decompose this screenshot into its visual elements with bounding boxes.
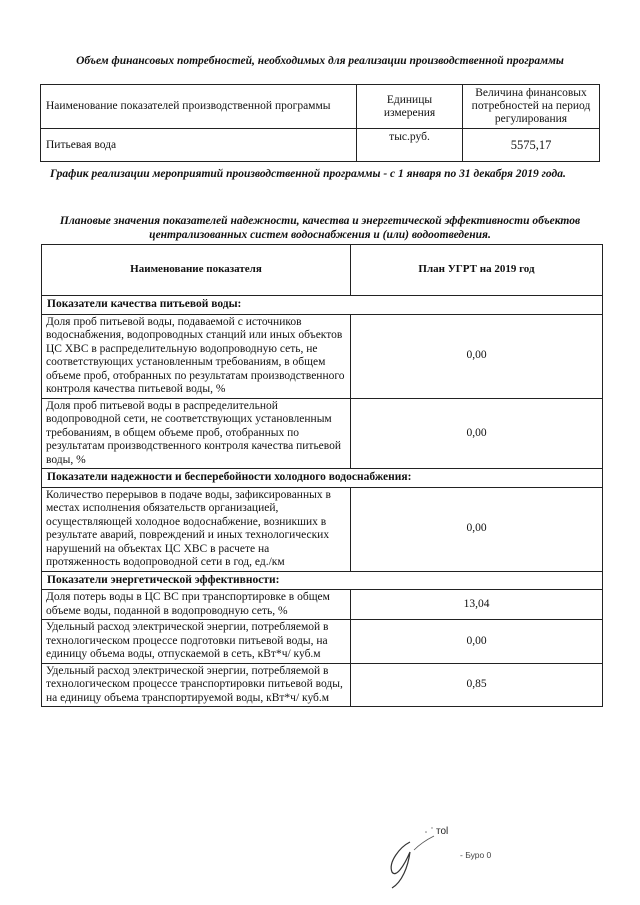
signature-text: - Буро 0 — [460, 850, 492, 860]
section-title: Показатели качества питьевой воды: — [42, 296, 603, 315]
section-row — [42, 469, 603, 488]
indicator-name: Доля проб питьевой воды в распределительной водопроводной сети, не соответствующих установленным требованиям, в общем объеме проб, отобранных по результатам производственного контроля качества питьевой воды, % — [42, 398, 351, 469]
finance-table — [40, 84, 600, 162]
indicator-name: Удельный расход электрической энергии, потребляемой в технологическом процессе транспортировки питьевой воды, на единицу объема транспортируемой воды, кВт*ч/ куб.м — [42, 663, 351, 707]
section-row — [42, 571, 603, 590]
indicators-title: Плановые значения показателей надежности, качества и энергетической эффективности объектов централизованных систем водоснабжения и (или) водоотведения. — [59, 215, 581, 241]
finance-header-row — [41, 85, 600, 129]
finance-header-value: Величина финансовых потребностей на период регулирования — [463, 85, 600, 129]
table-row — [42, 398, 603, 469]
finance-header-name: Наименование показателей производственной программы — [41, 85, 357, 129]
signature-icon — [370, 822, 530, 890]
finance-row-unit: тыс.руб. — [357, 129, 463, 162]
indicator-value: 0,00 — [351, 398, 603, 469]
finance-row-value: 5575,17 — [463, 129, 600, 162]
indicator-value: 0,00 — [351, 314, 603, 398]
indicator-name: Доля потерь воды в ЦС ВС при транспортировке в общем объеме воды, поданной в водопроводную сеть, % — [42, 590, 351, 620]
indicator-name: Количество перерывов в подаче воды, зафиксированных в местах исполнения обязательств организацией, осуществляющей холодное водоснабжение, возникших в результате аварий, повреждений и иных технологических нарушений на объектах ЦС ХВС в расчете на протяженность водопроводной сети в год, ед./км — [42, 487, 351, 571]
table-row — [42, 620, 603, 664]
section-title: Показатели энергетической эффективности: — [42, 571, 603, 590]
table-row — [42, 487, 603, 571]
table-row — [42, 663, 603, 707]
indicators-header-name: Наименование показателя — [42, 245, 351, 296]
finance-header-unit: Единицы измерения — [357, 85, 463, 129]
indicator-value: 13,04 — [351, 590, 603, 620]
section-row — [42, 296, 603, 315]
finance-title: Объем финансовых потребностей, необходимых для реализации производственной программы — [76, 55, 564, 67]
indicator-value: 0,00 — [351, 620, 603, 664]
indicator-name: Удельный расход электрической энергии, потребляемой в технологическом процессе подготовки питьевой воды, на единицу объема воды, отпускаемой в сеть, кВт*ч/ куб.м — [42, 620, 351, 664]
indicators-header-plan: План УГРТ на 2019 год — [351, 245, 603, 296]
indicator-value: 0,85 — [351, 663, 603, 707]
finance-row-name: Питьевая вода — [41, 129, 357, 162]
indicators-table — [41, 244, 603, 707]
indicators-header-row — [42, 245, 603, 296]
table-row — [42, 314, 603, 398]
signature-text: тоl — [436, 826, 449, 837]
table-row — [42, 590, 603, 620]
indicator-name: Доля проб питьевой воды, подаваемой с источников водоснабжения, водопроводных станций или иных объектов ЦС ХВС в распределительную водопроводную сеть, не соответствующих установленным требованиям, в общем объеме проб, отобранных по результатам производственного контроля качества питьевой воды, % — [42, 314, 351, 398]
schedule-text: График реализации мероприятий производственной программы - с 1 января по 31 декабря 2019 года. — [50, 168, 566, 180]
indicator-value: 0,00 — [351, 487, 603, 571]
finance-data-row — [41, 129, 600, 162]
section-title: Показатели надежности и бесперебойности холодного водоснабжения: — [42, 469, 603, 488]
